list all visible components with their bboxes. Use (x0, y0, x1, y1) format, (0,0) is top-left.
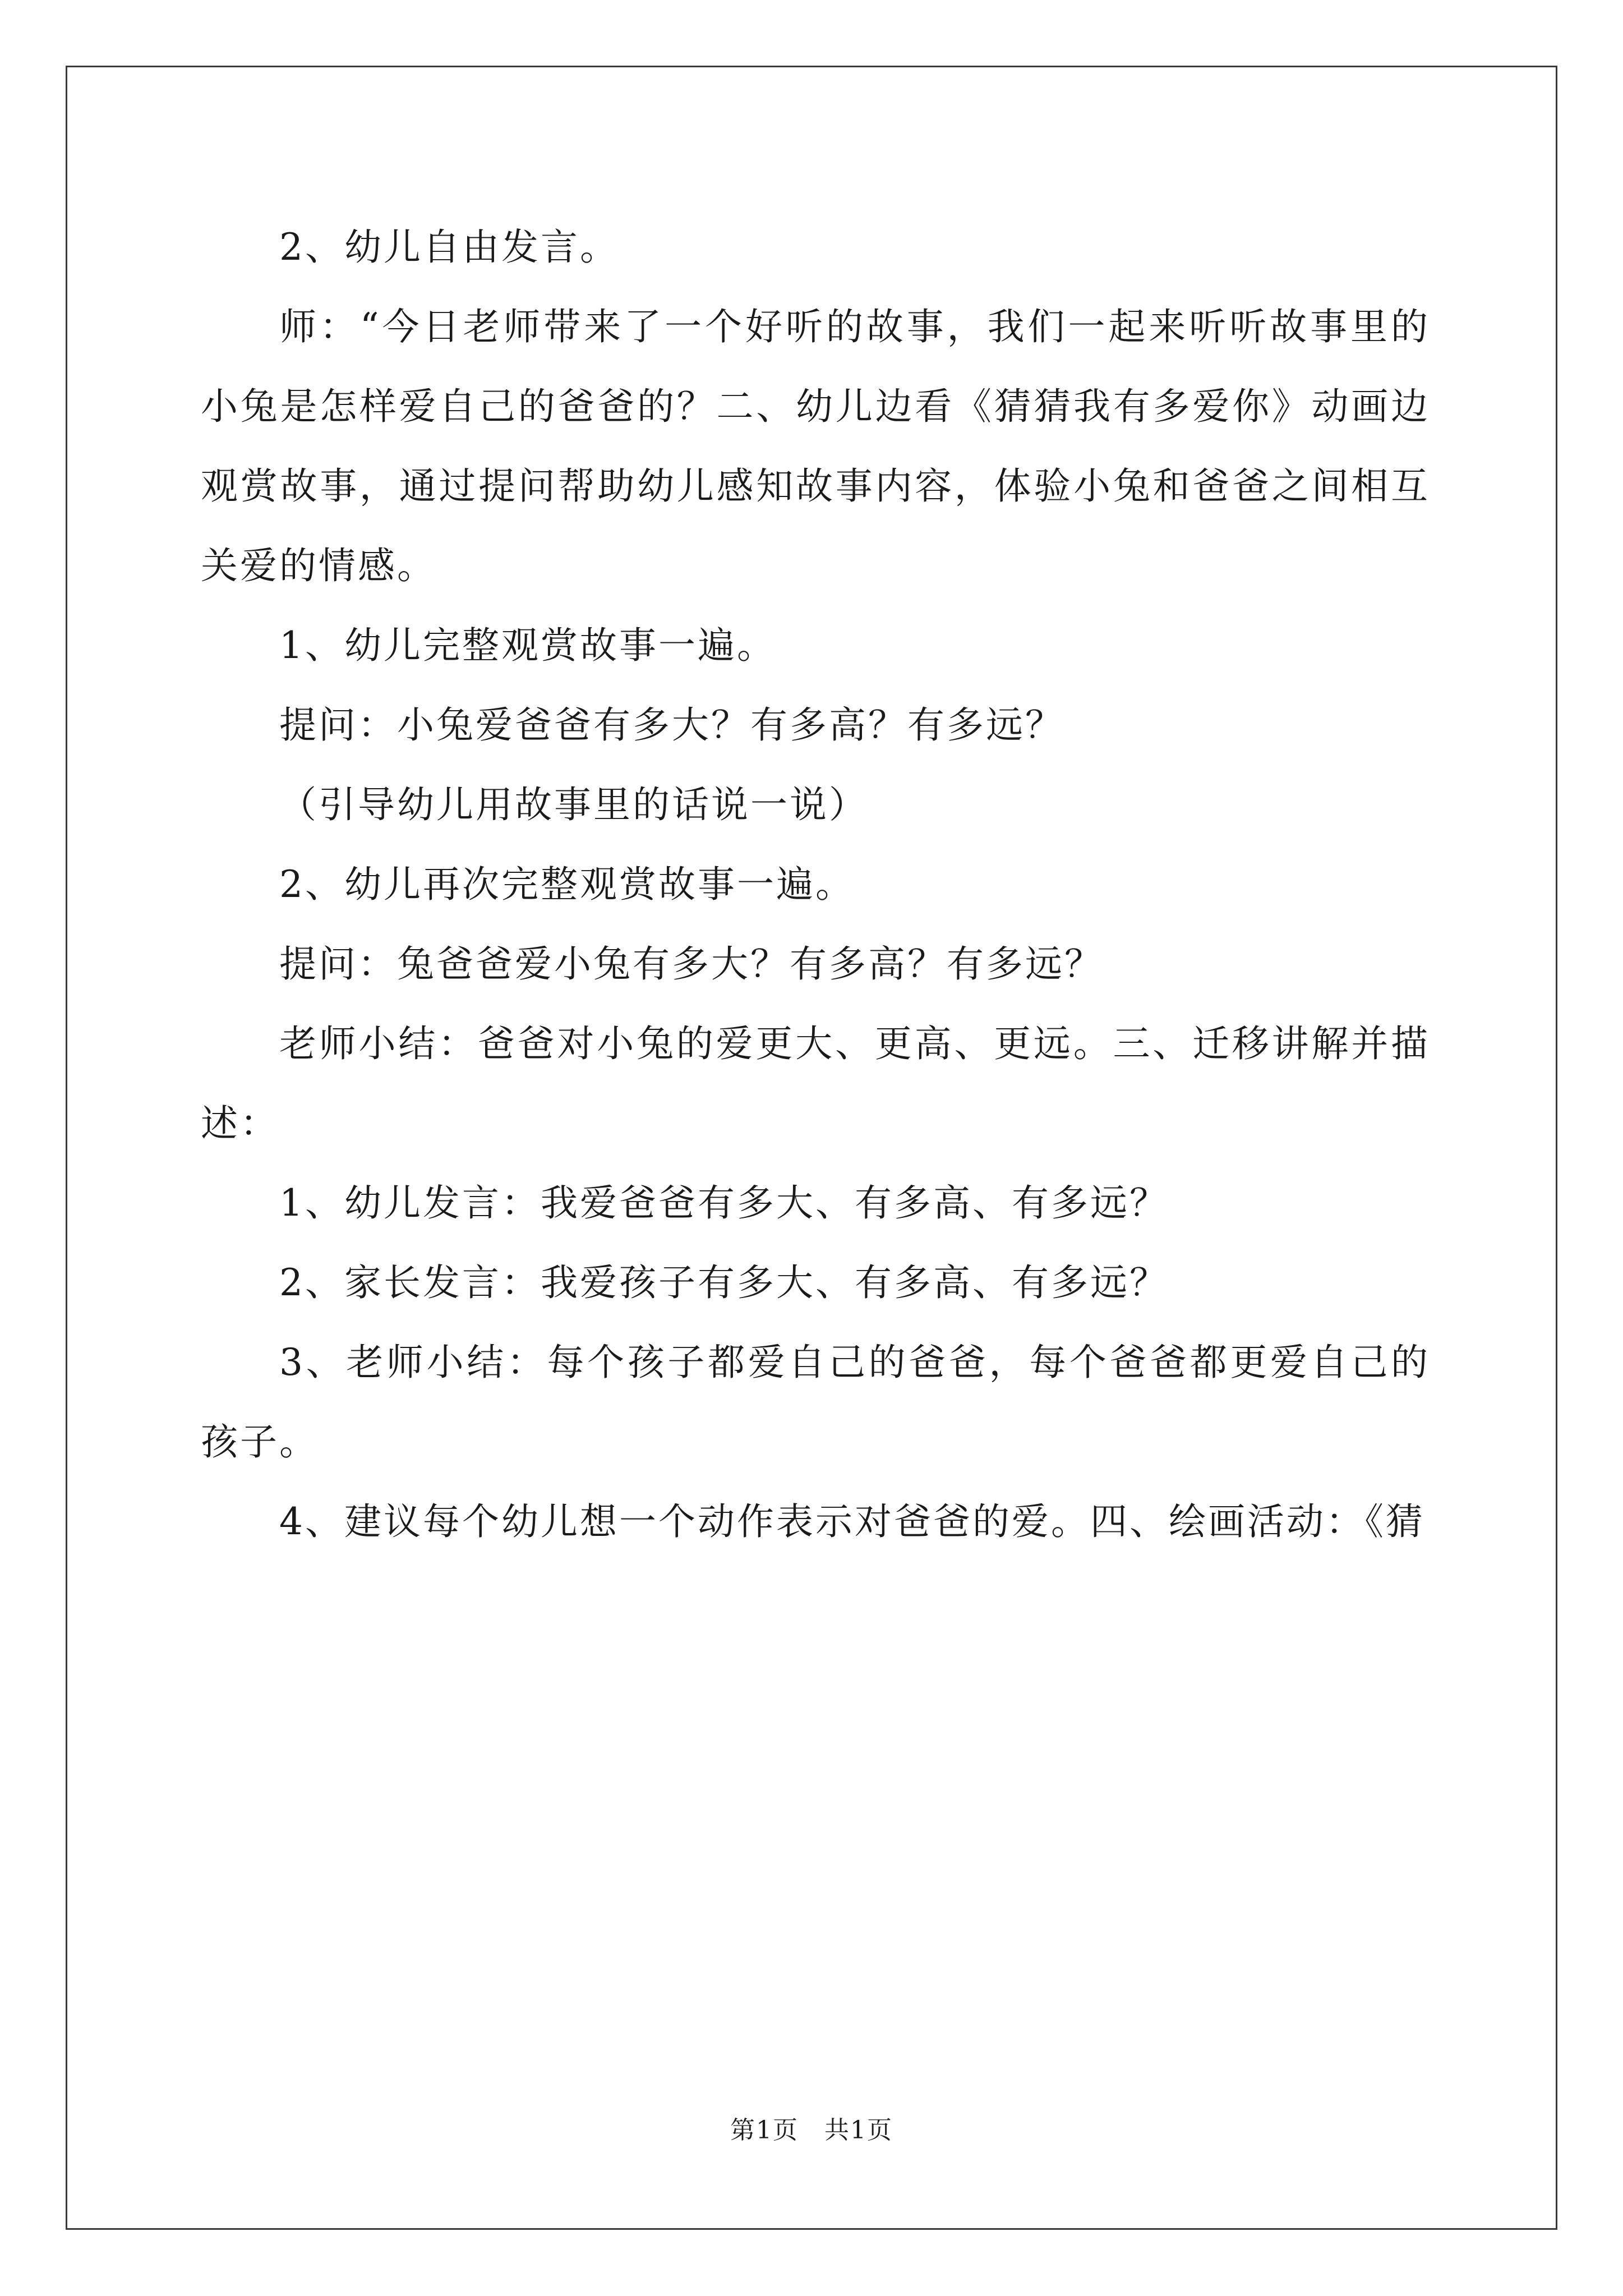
paragraph: 1、幼儿完整观赏故事一遍。 (279, 624, 776, 667)
paragraph: 2、幼儿再次完整观赏故事一遍。 (279, 863, 855, 906)
paragraph: 老师小结：爸爸对小兔的爱更大、更高、更远。三、迁移讲解并描述： (201, 1022, 1430, 1145)
paragraph: 提问：小兔爱爸爸有多大？有多高？有多远？ (279, 703, 1064, 747)
paragraph: 师：“今日老师带来了一个好听的故事，我们一起来听听故事里的小兔是怎样爱自己的爸爸的？二、幼儿边看《猜猜我有多爱你》动画边观赏故事，通过提问帮助幼儿感知故事内容，体验小兔和爸爸之间相互关爱的情感。 (201, 305, 1430, 587)
paragraph: 2、幼儿自由发言。 (279, 226, 619, 269)
page-number-footer: 第1页 共1页 (730, 2116, 893, 2145)
paragraph: 4、建议每个幼儿想一个动作表示对爸爸的爱。四、绘画活动：《猜 (279, 1500, 1425, 1543)
document-body (201, 208, 1430, 1562)
paragraph: 3、老师小结：每个孩子都爱自己的爸爸，每个爸爸都更爱自己的孩子。 (201, 1341, 1430, 1464)
paragraph: 2、家长发言：我爱孩子有多大、有多高、有多远？ (279, 1261, 1169, 1304)
paragraph: （引导幼儿用故事里的话说一说） (279, 783, 868, 826)
paragraph: 提问：兔爸爸爱小兔有多大？有多高？有多远？ (279, 942, 1104, 986)
paragraph: 1、幼儿发言：我爱爸爸有多大、有多高、有多远？ (279, 1181, 1169, 1225)
